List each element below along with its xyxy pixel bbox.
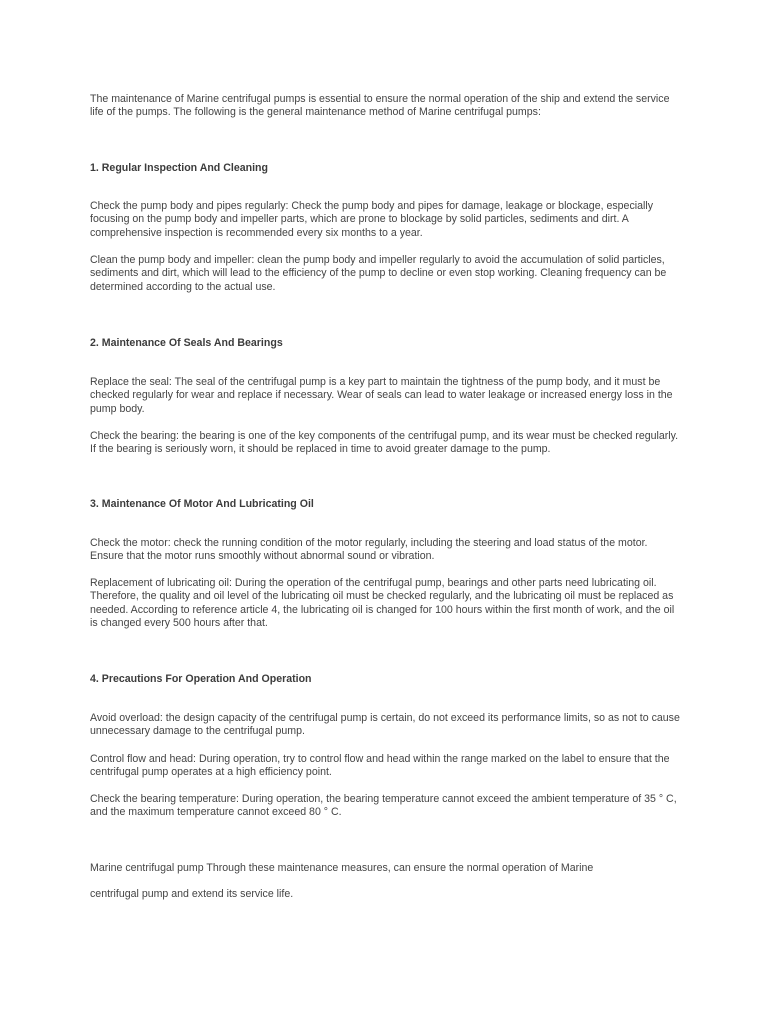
section-4-paragraph-3: Check the bearing temperature: During operation, the bearing temperature cannot exceed the ambient temperature of 35 ° C, and the maximum temperature cannot exceed 80 ° C. bbox=[90, 793, 677, 819]
section-2-heading: 2. Maintenance Of Seals And Bearings bbox=[90, 337, 283, 349]
section-3-paragraph-1: Check the motor: check the running condition of the motor regularly, including the steering and load status of the motor. Ensure that the motor runs smoothly without abnormal sound or vibration. bbox=[90, 537, 648, 563]
section-1-paragraph-1: Check the pump body and pipes regularly: Check the pump body and pipes for damage, leakage or blockage, especially focusing on the pump body and impeller parts, which are prone to blockage by solid particles, sediments and dirt. A comprehensive inspection is recommended every six months to a year. bbox=[90, 200, 653, 239]
section-2-paragraph-2: Check the bearing: the bearing is one of the key components of the centrifugal pump, and its wear must be checked regularly. If the bearing is seriously worn, it should be replaced in time to avoid greater damage to the pump. bbox=[90, 430, 679, 456]
conclusion-line-1: Marine centrifugal pump Through these maintenance measures, can ensure the normal operation of Marine bbox=[90, 862, 594, 874]
section-4-paragraph-2: Control flow and head: During operation, try to control flow and head within the range marked on the label to ensure that the centrifugal pump operates at a high efficiency point. bbox=[90, 753, 670, 779]
section-1-heading: 1. Regular Inspection And Cleaning bbox=[90, 162, 268, 174]
section-2-paragraph-1: Replace the seal: The seal of the centrifugal pump is a key part to maintain the tightness of the pump body, and it must be checked regularly for wear and replace if necessary. Wear of seals can lead to water leakage or increased energy loss in the pump body. bbox=[90, 376, 673, 415]
conclusion-line-2: centrifugal pump and extend its service life. bbox=[90, 888, 294, 900]
intro-paragraph: The maintenance of Marine centrifugal pumps is essential to ensure the normal operation of the ship and extend the service life of the pumps. The following is the general maintenance method of Marine centrifugal pumps: bbox=[90, 93, 670, 119]
section-3-paragraph-2: Replacement of lubricating oil: During the operation of the centrifugal pump, bearings and other parts need lubricating oil. Therefore, the quality and oil level of the lubricating oil must be checked regularly, and the lubricating oil must be replaced as needed. According to reference article 4, the lubricating oil is changed for 100 hours within the first month of work, and the oil is changed every 500 hours after that. bbox=[90, 577, 675, 629]
section-3-heading: 3. Maintenance Of Motor And Lubricating Oil bbox=[90, 498, 314, 510]
section-4-paragraph-1: Avoid overload: the design capacity of the centrifugal pump is certain, do not exceed its performance limits, so as not to cause unnecessary damage to the centrifugal pump. bbox=[90, 712, 680, 738]
section-1-paragraph-2: Clean the pump body and impeller: clean the pump body and impeller regularly to avoid the accumulation of solid particles, sediments and dirt, which will lead to the efficiency of the pump to decline or even stop working. Cleaning frequency can be determined according to the actual use. bbox=[90, 254, 667, 293]
section-4-heading: 4. Precautions For Operation And Operation bbox=[90, 673, 312, 685]
